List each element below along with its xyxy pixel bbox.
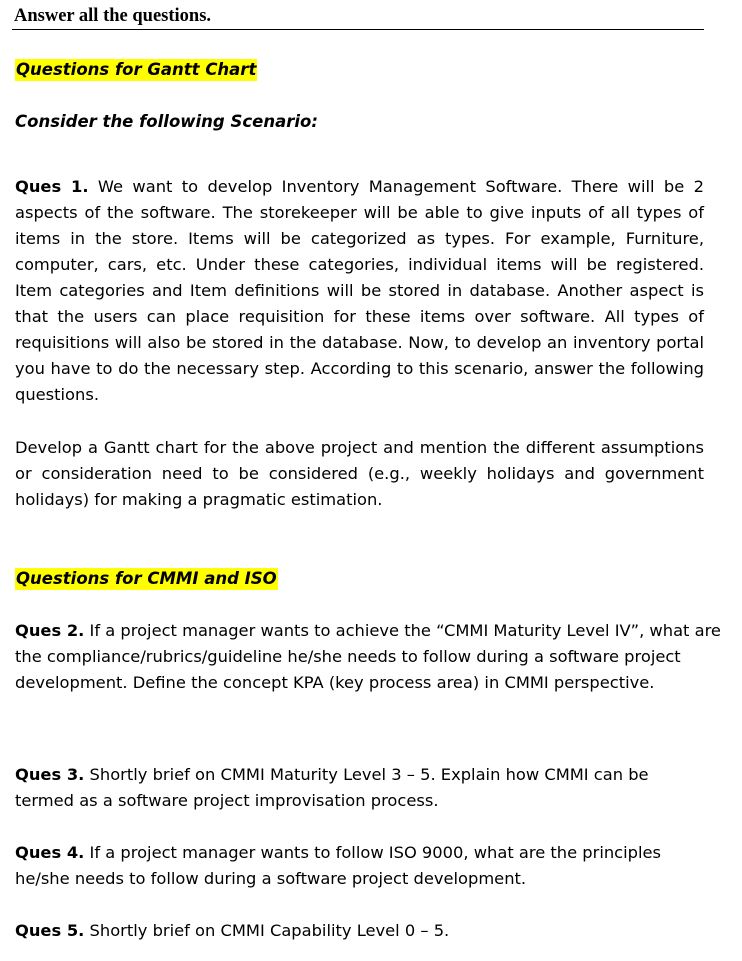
gantt-task: Develop a Gantt chart for the above project and mention the different assumptions or consideration need to be considered (e.g., weekly holidays and government holidays) for making a pragmatic estimation. <box>15 438 704 509</box>
header-title: Answer all the questions. <box>14 6 212 26</box>
question-1 <box>15 174 704 408</box>
question-5 <box>15 918 704 944</box>
question-2-label: Ques 2. <box>15 621 85 640</box>
question-3-label: Ques 3. <box>15 765 85 784</box>
question-2-text: If a project manager wants to achieve the “CMMI Maturity Level IV”, what are the compliance/rubrics/guideline he/she needs to follow during a software project development. Define the concept KPA (key process area) in CMMI perspective. <box>15 621 721 692</box>
gantt-heading-highlight: Questions for Gantt Chart <box>16 60 257 79</box>
cmmi-section-heading <box>15 566 278 592</box>
question-1-label: Ques 1. <box>15 177 89 196</box>
question-1-text: We want to develop Inventory Management Software. There will be 2 aspects of the software. The storekeeper will be able to give inputs of all types of items in the store. Items will be categorized as types. For example, Furniture, computer, cars, etc. Under these categories, individual items will be registered. Item categories and Item definitions will be stored in database. Another aspect is that the users can place requisition for these items over software. All types of requisitions will also be stored in the database. Now, to develop an inventory portal you have to do the necessary step. According to this scenario, answer the following questions. <box>15 177 704 404</box>
question-4-text: If a project manager wants to follow ISO 9000, what are the principles he/she needs to follow during a software project development. <box>15 843 661 888</box>
question-5-text: Shortly brief on CMMI Capability Level 0 – 5. <box>89 921 450 940</box>
question-3-text: Shortly brief on CMMI Maturity Level 3 – 5. Explain how CMMI can be termed as a software project improvisation process. <box>15 765 649 810</box>
scenario-label: Consider the following Scenario: <box>15 112 318 131</box>
document-header <box>12 0 704 30</box>
question-4-label: Ques 4. <box>15 843 85 862</box>
gantt-section-heading <box>15 57 257 83</box>
question-2 <box>15 618 735 696</box>
question-4 <box>15 840 704 892</box>
cmmi-heading-highlight: Questions for CMMI and ISO <box>16 569 277 588</box>
question-5-label: Ques 5. <box>15 921 85 940</box>
question-3 <box>15 762 704 814</box>
